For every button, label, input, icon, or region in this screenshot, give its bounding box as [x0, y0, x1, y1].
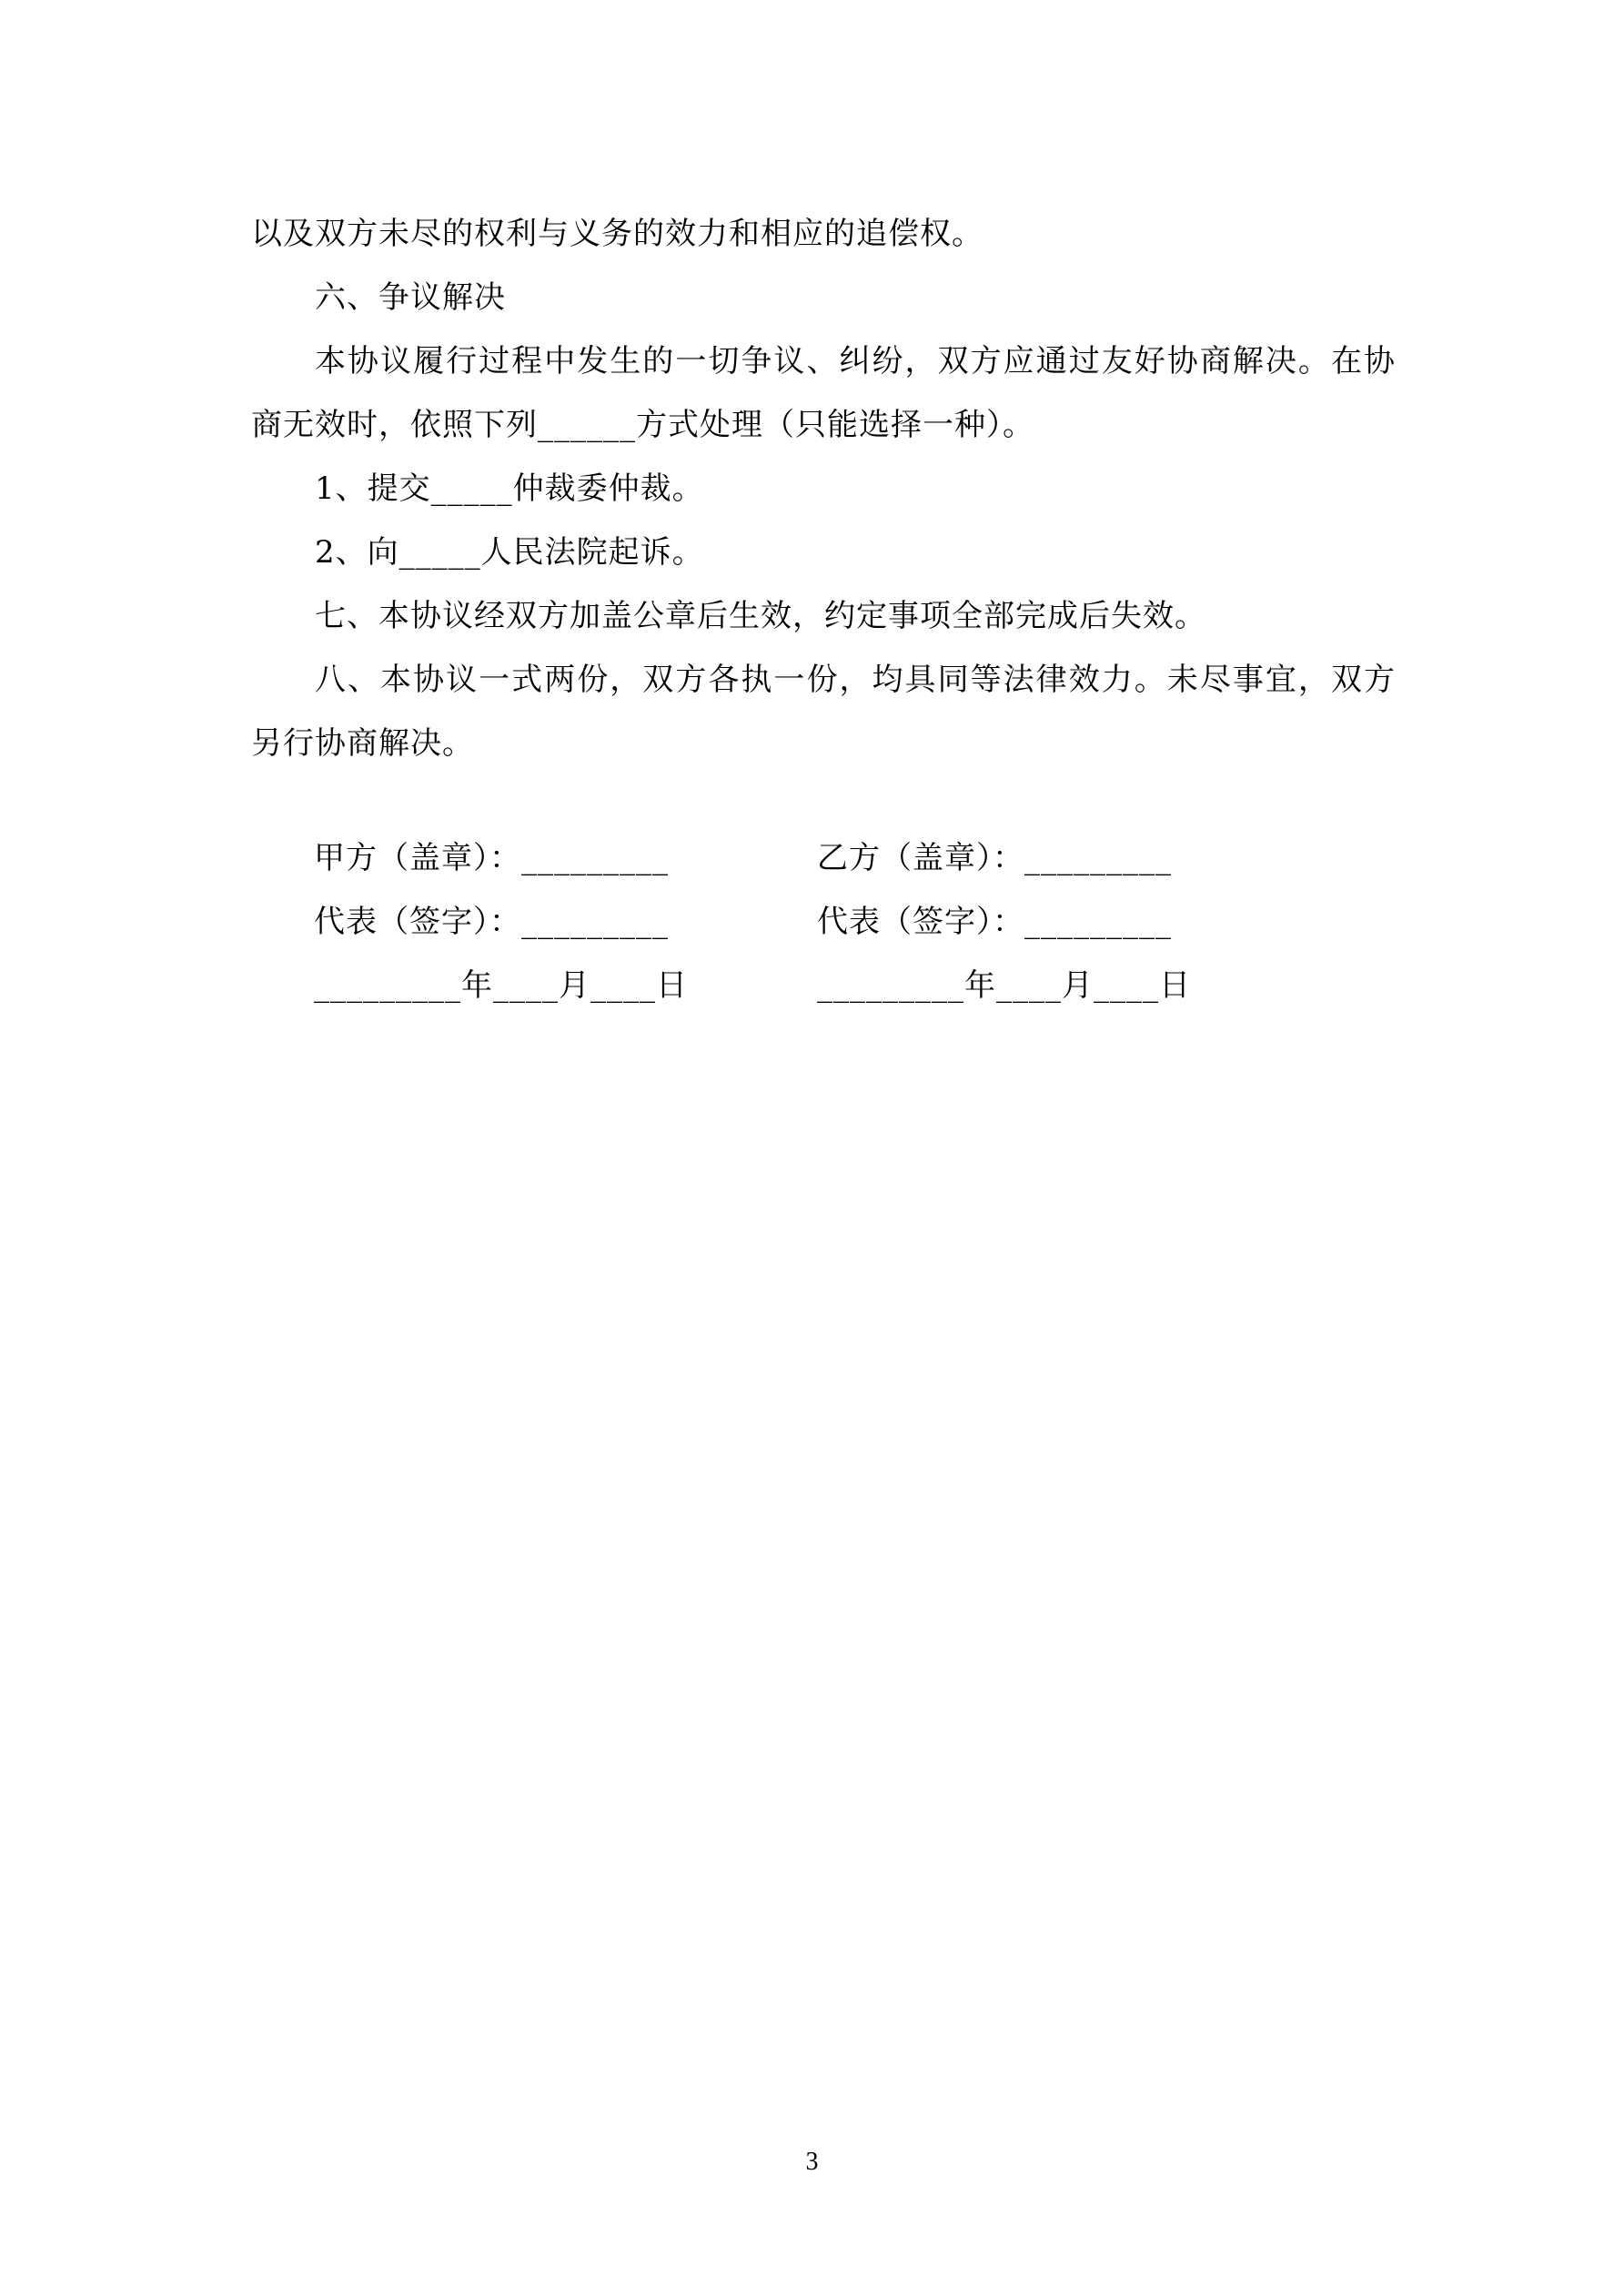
- option-court: 2、向_____人民法院起诉。: [315, 534, 704, 571]
- section-effectiveness: 七、本协议经双方加盖公章后生效，约定事项全部完成后失效。: [315, 598, 1206, 634]
- section-heading-dispute: 六、争议解决: [315, 279, 506, 316]
- signature-row-representative: [0, 890, 1624, 954]
- party-a-seal-field: 甲方（盖章）：_________: [314, 840, 669, 876]
- signature-row-date: [0, 954, 1624, 1017]
- page-number: 3: [805, 2148, 819, 2176]
- party-a-representative-field: 代表（签字）：_________: [314, 904, 669, 940]
- section-copies: 八、本协议一式两份，双方各执一份，均具同等法律效力。未尽事宜，双方另行协商解决。: [251, 662, 1396, 762]
- party-b-seal-field: 乙方（盖章）：_________: [817, 840, 1172, 876]
- party-a-date-field: _________年____月____日: [314, 967, 688, 1004]
- signature-row-seal: [0, 826, 1624, 890]
- party-b-date-field: _________年____月____日: [817, 967, 1191, 1004]
- party-b-representative-field: 代表（签字）：_________: [817, 904, 1172, 940]
- paragraph-dispute-resolution: 本协议履行过程中发生的一切争议、纠纷，双方应通过友好协商解决。在协商无效时，依照下列______方式处理（只能选择一种）。: [251, 343, 1396, 443]
- document-body: [251, 202, 1396, 775]
- signature-block: [0, 826, 1624, 1017]
- paragraph-continuation: 以及双方未尽的权利与义务的效力和相应的追偿权。: [251, 216, 983, 252]
- option-arbitration: 1、提交_____仲裁委仲裁。: [315, 470, 704, 507]
